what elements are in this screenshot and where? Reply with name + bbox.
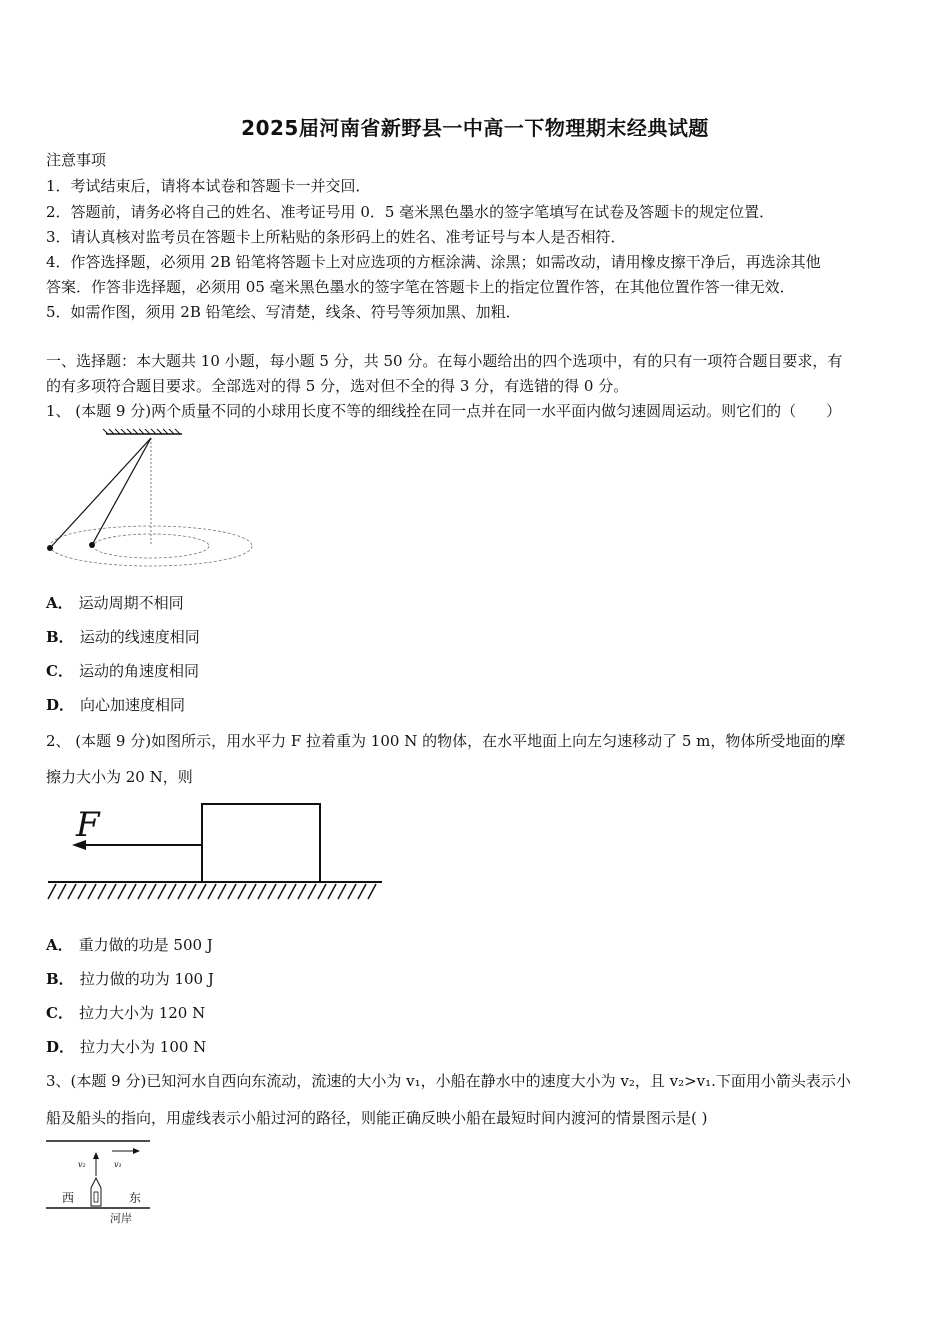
river-boat-figure [44,1136,154,1228]
arrow-up-icon [93,1152,99,1159]
option-letter: C． [46,1004,73,1022]
q1-option-b[interactable] [46,627,200,647]
option-letter: A． [46,594,73,612]
option-letter: D． [46,696,75,714]
question-3-stem-cont: 船及船头的指向，用虚线表示小船过河的路径，则能正确反映小船在最短时间内渡河的情景图示是( ) [46,1109,708,1127]
notice-heading: 注意事项 [46,151,107,169]
q2-option-b[interactable] [46,969,214,989]
force-label: F [76,805,100,845]
question-2-stem-cont: 擦力大小为 20 N，则 [46,768,193,786]
q1-option-c[interactable] [46,661,199,681]
option-text: 拉力大小为 120 N [78,1004,206,1022]
option-letter: C． [46,662,73,680]
section-intro: 一、选择题：本大题共 10 小题，每小题 5 分，共 50 分。在每小题给出的四个选项中，有的只有一项符合题目要求，有 [46,352,843,370]
conical-pendulum-figure [44,428,284,568]
notice-item: 2．答题前，请务必将自己的姓名、准考证号用 0．5 毫米黑色墨水的签字笔填写在试卷及答题卡的规定位置． [46,203,775,221]
q1-option-d[interactable] [46,695,185,715]
page-title: 2025届河南省新野县一中高一下物理期末经典试题 [241,116,709,140]
option-text: 重力做的功是 500 J [78,936,213,954]
option-text: 运动周期不相同 [78,594,184,612]
option-text: 拉力做的功为 100 J [79,970,214,988]
arrow-right-icon [133,1148,140,1154]
option-text: 运动的线速度相同 [79,628,200,646]
option-text: 拉力大小为 100 N [80,1038,207,1056]
notice-item: 4．作答选择题，必须用 2B 铅笔将答题卡上对应选项的方框涂满、涂黑；如需改动，请用橡皮擦干净后，再选涂其他 [46,253,821,271]
q2-option-d[interactable] [46,1037,206,1057]
question-1-stem: 1、 (本题 9 分)两个质量不同的小球用长度不等的细线拴在同一点并在同一水平面内做匀速圆周运动。则它们的（ ） [46,402,842,420]
option-letter: B． [46,628,74,646]
block [202,804,320,882]
block-force-figure [44,800,389,904]
east-label: 东 [129,1191,142,1205]
notice-item: 3．请认真核对监考员在答题卡上所粘贴的条形码上的姓名、准考证号与本人是否相符． [46,228,626,246]
option-letter: B． [46,970,74,988]
option-text: 运动的角速度相同 [78,662,199,680]
v2-label: v₂ [78,1160,86,1169]
q2-option-c[interactable] [46,1003,205,1023]
option-letter: A． [46,936,73,954]
section-intro: 的有多项符合题目要求。全部选对的得 5 分，选对但不全的得 3 分，有选错的得 0 分。 [46,377,629,395]
option-text: 向心加速度相同 [80,696,186,714]
q2-option-a[interactable] [46,935,213,955]
question-3-stem: 3、(本题 9 分)已知河水自西向东流动，流速的大小为 v₁，小船在静水中的速度大小为 v₂，且 v₂>v₁.下面用小箭头表示小 [46,1072,851,1090]
bank-label: 河岸 [110,1212,132,1225]
west-label: 西 [62,1191,75,1205]
ball-outer [47,545,53,551]
q1-option-a[interactable] [46,593,184,613]
notice-item: 5．如需作图，须用 2B 铅笔绘、写清楚，线条、符号等须加黑、加粗． [46,303,521,321]
v1-label: v₁ [114,1160,122,1169]
notice-item: 1．考试结束后，请将本试卷和答题卡一并交回． [46,177,371,195]
option-letter: D． [46,1038,75,1056]
ball-inner [89,542,95,548]
question-2-stem: 2、 (本题 9 分)如图所示，用水平力 F 拉着重为 100 N 的物体，在水平地面上向左匀速移动了 5 m，物体所受地面的摩 [46,732,846,750]
notice-item: 答案．作答非选择题，必须用 05 毫米黑色墨水的签字笔在答题卡上的指定位置作答，在其他位置作答一律无效． [46,278,795,296]
